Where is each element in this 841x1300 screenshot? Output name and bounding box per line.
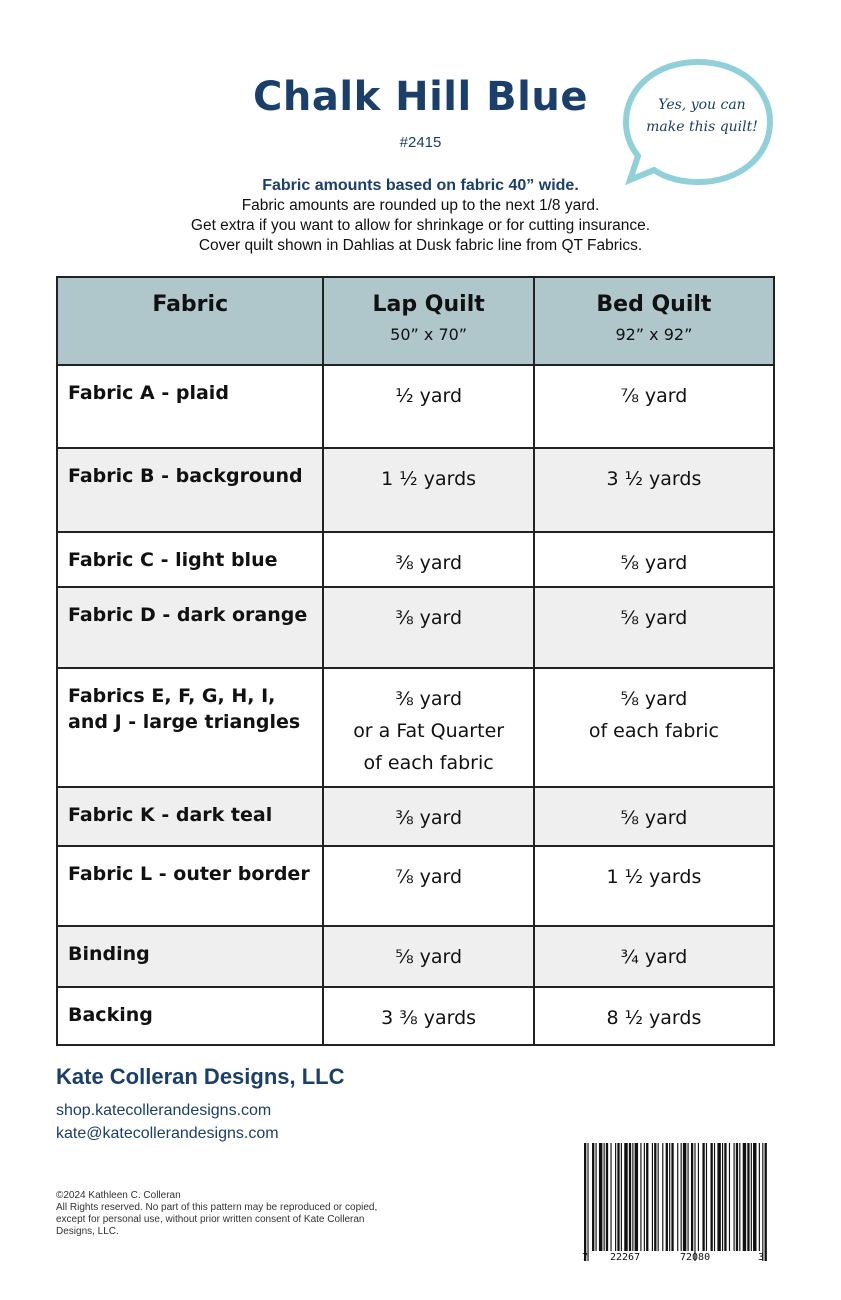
barcode-bar bbox=[646, 1143, 648, 1251]
barcode-bar bbox=[617, 1143, 619, 1251]
barcode-bar bbox=[683, 1143, 686, 1251]
bubble-line-1: Yes, you can bbox=[658, 97, 746, 113]
bed-amount-cell bbox=[534, 987, 774, 1045]
bed-amount: 1 ½ yards bbox=[606, 866, 702, 888]
barcode-bar bbox=[753, 1143, 756, 1251]
barcode-bar bbox=[669, 1143, 670, 1251]
barcode-bar bbox=[711, 1143, 713, 1251]
table-row bbox=[57, 846, 774, 926]
table-row bbox=[57, 668, 774, 787]
barcode-bar bbox=[729, 1143, 730, 1251]
bed-amount-cell bbox=[534, 846, 774, 926]
barcode-bar bbox=[624, 1143, 627, 1251]
barcode-bar bbox=[765, 1143, 767, 1261]
header-lap-label: Lap Quilt bbox=[372, 292, 485, 317]
barcode-bar bbox=[722, 1143, 723, 1251]
lap-amount-cell bbox=[323, 532, 533, 587]
barcode-bar bbox=[736, 1143, 738, 1251]
barcode-bar bbox=[662, 1143, 663, 1251]
pattern-number: #2415 bbox=[399, 134, 442, 151]
bed-amount: ⅞ yard bbox=[620, 385, 688, 407]
copyright-notice bbox=[56, 1190, 396, 1238]
barcode-icon bbox=[580, 1136, 770, 1266]
lap-amount: ⅜ yard bbox=[395, 688, 463, 710]
barcode-bar bbox=[635, 1143, 638, 1251]
bed-amount-cell bbox=[534, 787, 774, 846]
bed-amount-cell bbox=[534, 365, 774, 448]
bed-amount: ⅝ yard bbox=[620, 688, 688, 710]
fabric-name-cell: Binding bbox=[57, 926, 323, 987]
barcode-bar bbox=[587, 1143, 588, 1261]
barcode-bar bbox=[654, 1143, 656, 1251]
barcode-bar bbox=[688, 1143, 689, 1251]
barcode-bar bbox=[681, 1143, 682, 1251]
barcode-bar bbox=[610, 1143, 611, 1251]
copyright-line-2: All Rights reserved. No part of this pattern may be reproduced or copied, except for personal use, without prior written consent of Kate Colleran Designs, LLC. bbox=[56, 1202, 378, 1237]
barcode-digit-group-1: 22267 bbox=[610, 1252, 641, 1263]
barcode-bar bbox=[658, 1143, 659, 1251]
table-row bbox=[57, 987, 774, 1045]
barcode-bar bbox=[698, 1143, 699, 1251]
bed-amount: ⅝ yard bbox=[620, 552, 688, 574]
table-row bbox=[57, 926, 774, 987]
table-row bbox=[57, 787, 774, 846]
barcode-bar bbox=[739, 1143, 740, 1251]
email-link[interactable]: kate@katecollerandesigns.com bbox=[56, 1125, 279, 1142]
intro-lead: Fabric amounts based on fabric 40” wide. bbox=[262, 177, 579, 194]
barcode-bar bbox=[751, 1143, 752, 1251]
header-bed-label: Bed Quilt bbox=[596, 292, 712, 317]
bubble-line-2: make this quilt! bbox=[646, 119, 758, 135]
intro-line-1: Fabric amounts are rounded up to the next 1/8 yard. bbox=[241, 197, 600, 214]
lap-amount: ⅜ yard bbox=[395, 807, 463, 829]
fabric-requirements-table bbox=[56, 276, 775, 1046]
header-fabric bbox=[57, 277, 323, 365]
table-header-row bbox=[57, 277, 774, 365]
bed-amount-cell bbox=[534, 532, 774, 587]
table-row bbox=[57, 532, 774, 587]
barcode-bar bbox=[694, 1143, 695, 1261]
barcode-bar bbox=[714, 1143, 715, 1251]
lap-amount-note: of each fabric bbox=[363, 752, 494, 774]
lap-amount-cell bbox=[323, 987, 533, 1045]
barcode-bar bbox=[582, 1143, 589, 1263]
lap-amount: 1 ½ yards bbox=[381, 468, 477, 490]
company-name: Kate Colleran Designs, LLC bbox=[56, 1064, 345, 1089]
lap-amount-cell bbox=[323, 587, 533, 668]
fabric-name-cell: Fabric D - dark orange bbox=[57, 587, 323, 668]
fabric-name-cell: Fabric K - dark teal bbox=[57, 787, 323, 846]
bubble-text bbox=[632, 94, 772, 138]
bed-amount-cell bbox=[534, 926, 774, 987]
lap-amount-cell bbox=[323, 668, 533, 787]
barcode-bar bbox=[629, 1143, 631, 1251]
header-bed-quilt bbox=[534, 277, 774, 365]
barcode-bar bbox=[762, 1143, 763, 1261]
header-lap-quilt bbox=[323, 277, 533, 365]
header-lap-size: 50” x 70” bbox=[390, 325, 468, 344]
barcode-bar bbox=[596, 1143, 597, 1251]
barcode-bar bbox=[666, 1143, 668, 1251]
lap-amount: ½ yard bbox=[395, 385, 463, 407]
lap-amount-note: or a Fat Quarter bbox=[353, 720, 505, 742]
barcode-bar bbox=[606, 1143, 608, 1251]
barcode-bar bbox=[759, 1143, 760, 1251]
fabric-name-cell: Fabric L - outer border bbox=[57, 846, 323, 926]
bed-amount-cell bbox=[534, 587, 774, 668]
barcode-bar bbox=[640, 1143, 641, 1251]
shop-link[interactable]: shop.katecollerandesigns.com bbox=[56, 1102, 272, 1119]
barcode-digit-group-2: 72080 bbox=[680, 1252, 711, 1263]
speech-bubble bbox=[622, 58, 774, 186]
barcode-digit-check: 3 bbox=[758, 1252, 765, 1263]
header-bed-size: 92” x 92” bbox=[615, 325, 693, 344]
table-row bbox=[57, 365, 774, 448]
lap-amount-cell bbox=[323, 787, 533, 846]
lap-amount: ⅜ yard bbox=[395, 607, 463, 629]
barcode-bar bbox=[604, 1143, 605, 1251]
barcode-bar bbox=[652, 1143, 653, 1251]
bed-amount-cell bbox=[534, 668, 774, 787]
contact-links bbox=[56, 1099, 279, 1145]
fabric-name-cell: Fabric C - light blue bbox=[57, 532, 323, 587]
lap-amount-cell bbox=[323, 846, 533, 926]
intro-notes bbox=[0, 176, 841, 256]
lap-amount-cell bbox=[323, 926, 533, 987]
barcode-bar bbox=[702, 1143, 704, 1251]
bed-amount: ⅝ yard bbox=[620, 607, 688, 629]
barcode-bar bbox=[743, 1143, 746, 1251]
intro-line-2: Get extra if you want to allow for shrinkage or for cutting insurance. bbox=[190, 217, 651, 234]
lap-amount: ⅜ yard bbox=[395, 552, 463, 574]
copyright-line-1: ©2024 Kathleen C. Colleran bbox=[56, 1190, 181, 1201]
barcode-bar bbox=[632, 1143, 633, 1251]
bed-amount: ¾ yard bbox=[620, 946, 688, 968]
barcode-bar bbox=[724, 1143, 726, 1251]
fabric-name-cell: Fabric A - plaid bbox=[57, 365, 323, 448]
bed-amount: 8 ½ yards bbox=[606, 1007, 702, 1029]
barcode-bar bbox=[717, 1143, 720, 1251]
page-title: Chalk Hill Blue bbox=[253, 74, 588, 120]
lap-amount-cell bbox=[323, 448, 533, 532]
barcode-bar bbox=[747, 1143, 749, 1251]
bed-amount-cell bbox=[534, 448, 774, 532]
fabric-name-cell: Fabrics E, F, G, H, I, and J - large triangles bbox=[57, 668, 323, 787]
bed-amount-note: of each fabric bbox=[588, 720, 719, 742]
lap-amount: 3 ⅜ yards bbox=[381, 1007, 477, 1029]
barcode-bar bbox=[599, 1143, 602, 1251]
barcode-bar bbox=[644, 1143, 645, 1251]
table-row bbox=[57, 587, 774, 668]
fabric-name-cell: Fabric B - background bbox=[57, 448, 323, 532]
fabric-name-cell: Backing bbox=[57, 987, 323, 1045]
lap-amount-cell bbox=[323, 365, 533, 448]
barcode-bar bbox=[615, 1143, 616, 1251]
barcode-bar bbox=[621, 1143, 622, 1251]
barcode-bar bbox=[671, 1143, 673, 1251]
barcode-bar bbox=[734, 1143, 735, 1251]
bed-amount: 3 ½ yards bbox=[606, 468, 702, 490]
barcode-digit-prefix: 7 bbox=[582, 1252, 589, 1263]
barcode-bar bbox=[677, 1143, 678, 1251]
table-row bbox=[57, 448, 774, 532]
barcode-bar bbox=[706, 1143, 707, 1251]
lap-amount: ⅞ yard bbox=[395, 866, 463, 888]
barcode-bar bbox=[691, 1143, 693, 1251]
bed-amount: ⅝ yard bbox=[620, 807, 688, 829]
header-fabric-label: Fabric bbox=[152, 292, 229, 317]
intro-line-3: Cover quilt shown in Dahlias at Dusk fabric line from QT Fabrics. bbox=[198, 237, 643, 254]
barcode-bar bbox=[592, 1143, 594, 1251]
lap-amount: ⅝ yard bbox=[395, 946, 463, 968]
